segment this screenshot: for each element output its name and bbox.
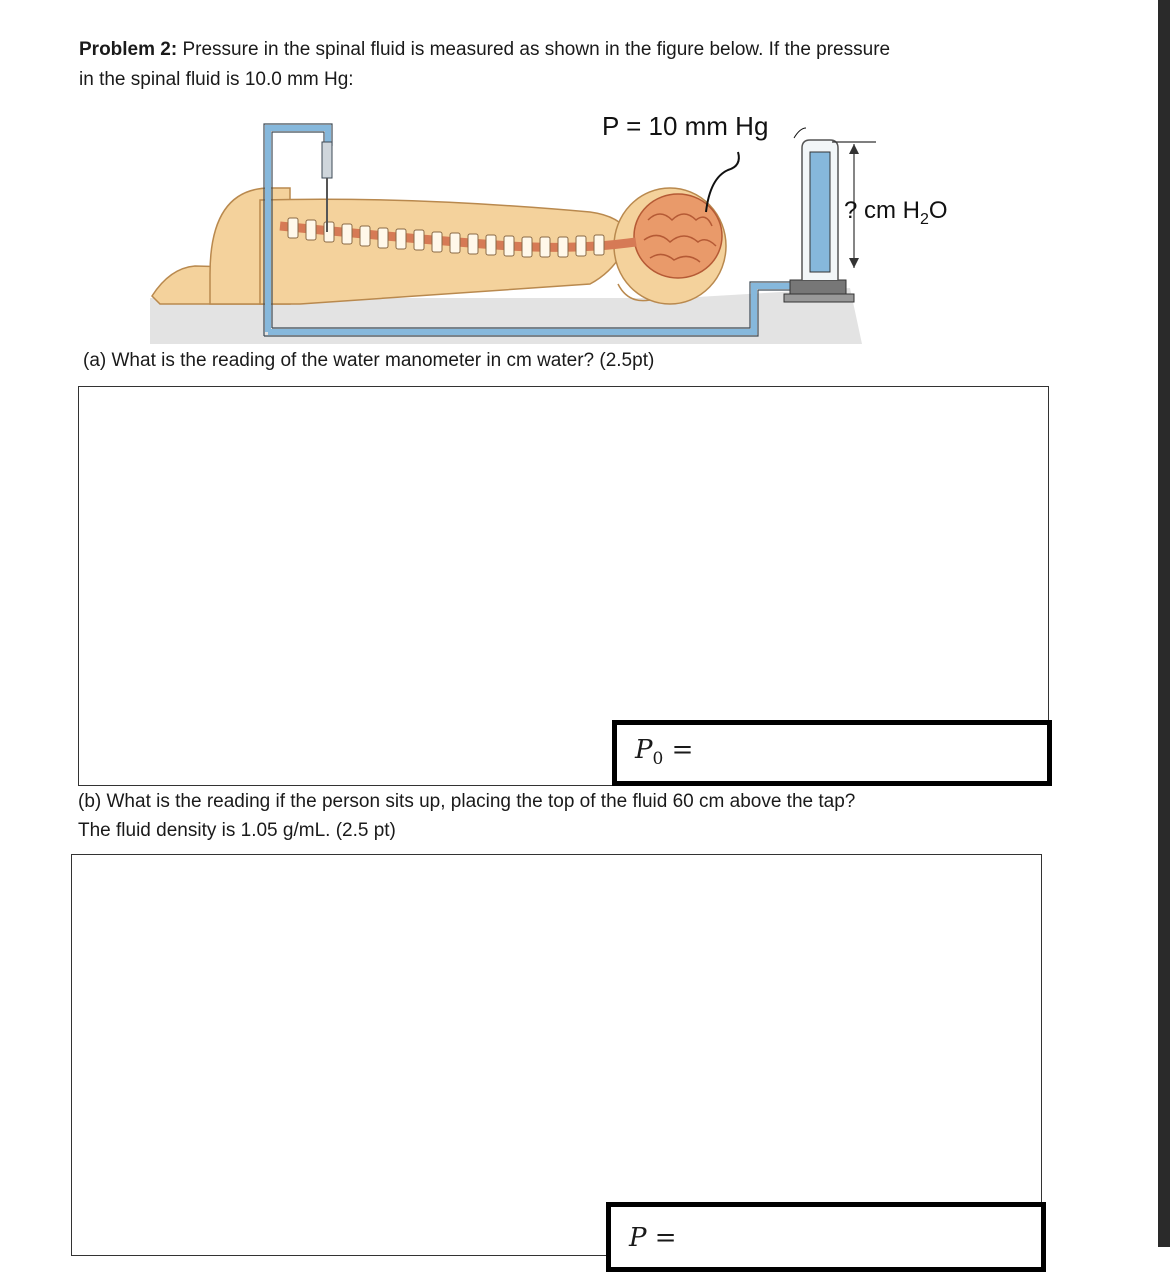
question-b-line2: The fluid density is 1.05 g/mL. (2.5 pt) [78,820,396,841]
manometer-water-column [810,152,830,272]
window-edge [1158,0,1170,1247]
torso [260,199,630,304]
pressure-pointer [706,152,739,212]
manometer-stand [784,294,854,302]
problem-statement-line1 [79,35,890,65]
syringe [322,142,332,178]
problem-label: Problem 2: [79,39,178,60]
answer-area-b[interactable] [71,854,1042,1256]
spinal-tap-figure [150,108,948,348]
label-tick [794,128,806,138]
manometer-label: ? cm $H_2O$ [844,197,948,228]
final-answer-box-a[interactable] [612,720,1052,786]
brain [634,194,722,278]
final-answer-box-b[interactable] [606,1202,1046,1272]
problem-statement-line2: in the spinal fluid is 10.0 mm Hg: [79,69,354,90]
question-a: (a) What is the reading of the water manometer in cm water? (2.5pt) [83,350,655,371]
problem-text-1: Pressure in the spinal fluid is measured as shown in the figure below. If the pressure [182,39,891,60]
pressure-label: P = 10 mm Hg [602,111,769,141]
answer-equation-a: $P_0$ = [635,735,694,770]
answer-equation-b: P = [629,1223,677,1253]
question-b-line1: (b) What is the reading if the person sits up, placing the top of the fluid 60 cm above the tap? [78,791,856,812]
